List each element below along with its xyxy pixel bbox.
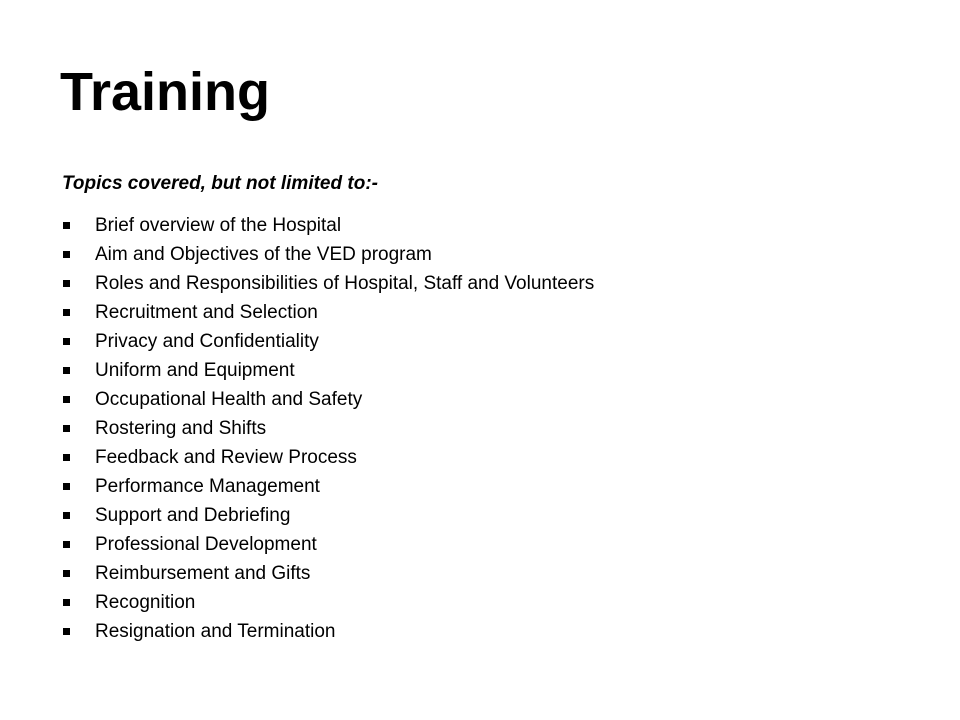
topic-item [62, 385, 594, 414]
slide-title: Training [60, 62, 271, 122]
square-bullet-icon [63, 541, 70, 548]
square-bullet-icon [63, 483, 70, 490]
topic-text: Recognition [95, 591, 196, 613]
topic-item [62, 530, 594, 559]
square-bullet-icon [63, 338, 70, 345]
topic-item [62, 269, 594, 298]
topic-item [62, 356, 594, 385]
square-bullet-icon [63, 454, 70, 461]
topic-item [62, 588, 594, 617]
topic-item [62, 617, 594, 646]
square-bullet-icon [63, 628, 70, 635]
square-bullet-icon [63, 512, 70, 519]
topic-text: Occupational Health and Safety [95, 388, 363, 410]
square-bullet-icon [63, 425, 70, 432]
topic-item [62, 240, 594, 269]
topic-item [62, 414, 594, 443]
topic-text: Recruitment and Selection [95, 301, 318, 323]
topic-item [62, 298, 594, 327]
square-bullet-icon [63, 222, 70, 229]
square-bullet-icon [63, 367, 70, 374]
square-bullet-icon [63, 570, 70, 577]
square-bullet-icon [63, 309, 70, 316]
topic-list [62, 211, 594, 646]
topic-text: Roles and Responsibilities of Hospital, Staff and Volunteers [95, 272, 595, 294]
topic-item [62, 501, 594, 530]
topic-text: Rostering and Shifts [95, 417, 267, 439]
topic-text: Resignation and Termination [95, 620, 336, 642]
square-bullet-icon [63, 280, 70, 287]
topic-text: Privacy and Confidentiality [95, 330, 319, 352]
topic-item [62, 327, 594, 356]
topic-item [62, 472, 594, 501]
topic-text: Performance Management [95, 475, 320, 497]
square-bullet-icon [63, 599, 70, 606]
topic-text: Brief overview of the Hospital [95, 214, 342, 236]
square-bullet-icon [63, 396, 70, 403]
topic-item [62, 211, 594, 240]
topic-item [62, 559, 594, 588]
topic-text: Aim and Objectives of the VED program [95, 243, 432, 265]
topic-item [62, 443, 594, 472]
slide-subtitle: Topics covered, but not limited to:- [62, 173, 378, 194]
topic-text: Feedback and Review Process [95, 446, 357, 468]
topic-text: Professional Development [95, 533, 317, 555]
square-bullet-icon [63, 251, 70, 258]
topic-text: Support and Debriefing [95, 504, 291, 526]
topic-text: Reimbursement and Gifts [95, 562, 311, 584]
topic-text: Uniform and Equipment [95, 359, 295, 381]
